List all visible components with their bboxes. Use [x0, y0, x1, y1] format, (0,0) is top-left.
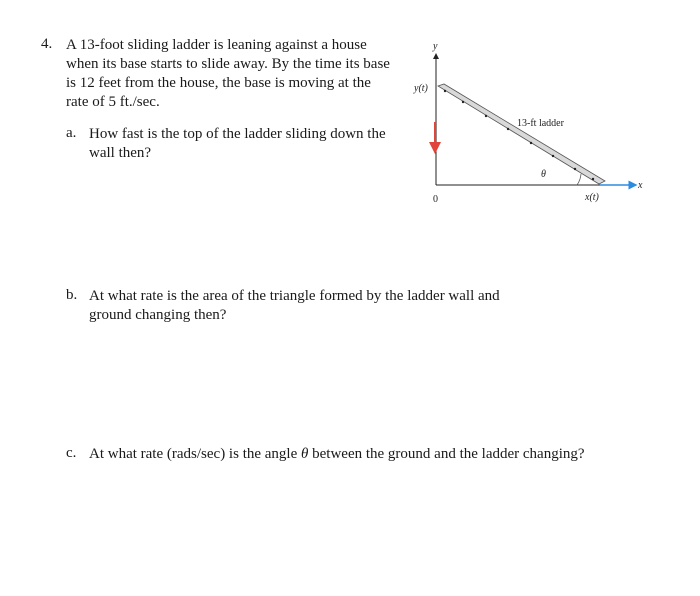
part-b-label: b.	[66, 287, 78, 303]
ladder	[438, 84, 605, 184]
part-c-label: c.	[66, 445, 77, 461]
angle-arc	[577, 174, 581, 185]
ladder-diagram	[395, 30, 665, 215]
part-a-text: How fast is the top of the ladder sliding down the wall then?	[89, 126, 386, 161]
angle-label: θ	[541, 169, 546, 180]
part-c-text-after: between the ground and the ladder changing?	[308, 446, 585, 462]
ladder-label: 13-ft ladder	[517, 118, 564, 129]
x-of-t-label: x(t)	[585, 192, 599, 203]
question-text: A 13-foot sliding ladder is leaning against a house when its base starts to slide away. By the time its base is 12 feet from the house, the base is moving at the rate of 5 ft./sec.	[66, 37, 390, 110]
y-axis-label: y	[433, 41, 438, 52]
question-number: 4.	[41, 36, 53, 52]
x-axis-label: x	[638, 180, 643, 191]
origin-label: 0	[433, 194, 438, 205]
part-b-text: At what rate is the area of the triangle formed by the ladder wall and ground changing then?	[89, 288, 500, 323]
theta-symbol: θ	[301, 446, 309, 462]
part-c-text-before: At what rate (rads/sec) is the angle	[89, 446, 301, 462]
y-of-t-label: y(t)	[414, 83, 428, 94]
part-a-label: a.	[66, 125, 77, 141]
part-c-text	[89, 445, 649, 464]
